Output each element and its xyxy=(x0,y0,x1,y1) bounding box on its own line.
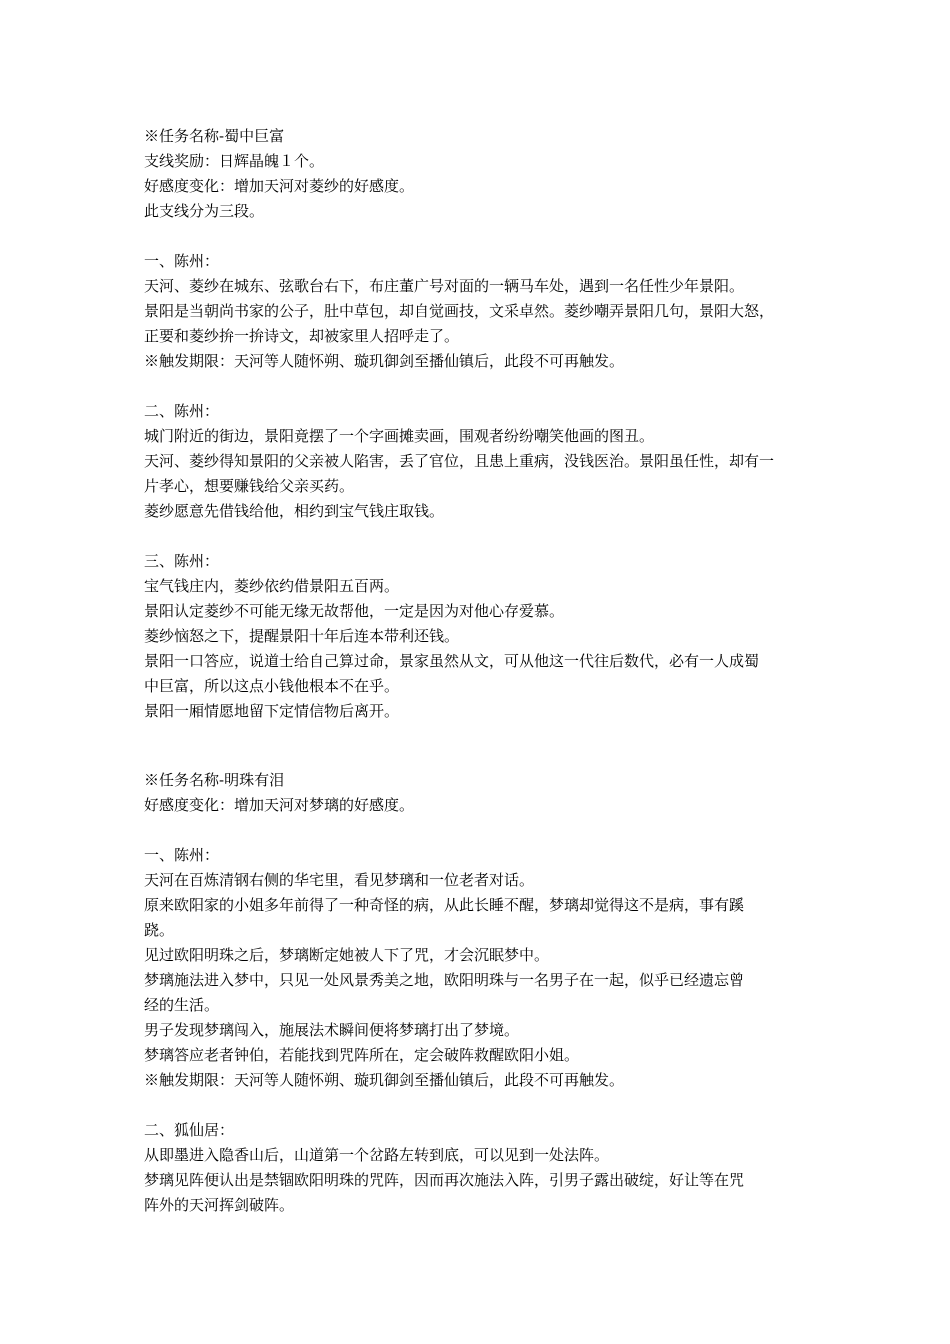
text-line: 菱纱愿意先借钱给他，相约到宝气钱庄取钱。 xyxy=(144,502,445,520)
text-line: 菱纱恼怒之下，提醒景阳十年后连本带利还钱。 xyxy=(144,627,460,645)
text-line: 景阳一厢情愿地留下定情信物后离开。 xyxy=(144,702,400,720)
text-line: 天河、菱纱得知景阳的父亲被人陷害，丢了官位，且患上重病，没钱医治。景阳虽任性，却有一 xyxy=(144,452,775,470)
text-line: 见过欧阳明珠之后，梦璃断定她被人下了咒，才会沉眠梦中。 xyxy=(144,946,550,964)
text-line: 天河、菱纱在城东、弦歌台右下，布庄董广号对面的一辆马车处，遇到一名任性少年景阳。 xyxy=(144,277,745,295)
text-line: 中巨富，所以这点小钱他根本不在乎。 xyxy=(144,677,400,695)
stage-heading: 一、陈州： xyxy=(144,252,220,270)
text-line: 好感度变化：增加天河对菱纱的好感度。 xyxy=(144,177,415,195)
text-line: 支线奖励：日辉晶魄１个。 xyxy=(144,152,325,170)
section-gap xyxy=(144,724,816,768)
trigger-deadline-note: ※触发期限：天河等人随怀朔、璇玑御剑至播仙镇后，此段不可再触发。 xyxy=(144,352,625,370)
text-line: 宝气钱庄内，菱纱依约借景阳五百两。 xyxy=(144,577,400,595)
text-line: 梦璃见阵便认出是禁锢欧阳明珠的咒阵，因而再次施法入阵，引男子露出破绽，好让等在咒 xyxy=(144,1171,745,1189)
text-line: 阵外的天河挥剑破阵。 xyxy=(144,1196,295,1214)
stage-heading: 一、陈州： xyxy=(144,846,220,864)
blank-line xyxy=(144,374,816,399)
text-line: 好感度变化：增加天河对梦璃的好感度。 xyxy=(144,796,415,814)
quest-section-shuzhong-jufu xyxy=(144,124,816,724)
quest-title: ※任务名称-明珠有泪 xyxy=(144,771,285,789)
text-line: 正要和菱纱拚一拚诗文，却被家里人招呼走了。 xyxy=(144,327,460,345)
text-line: 从即墨进入隐香山后，山道第一个岔路左转到底，可以见到一处法阵。 xyxy=(144,1146,610,1164)
text-line: 此支线分为三段。 xyxy=(144,202,265,220)
text-line: 经的生活。 xyxy=(144,996,220,1014)
text-line: 男子发现梦璃闯入，施展法术瞬间便将梦璃打出了梦境。 xyxy=(144,1021,520,1039)
blank-line xyxy=(144,818,816,843)
text-line: 原来欧阳家的小姐多年前得了一种奇怪的病，从此长睡不醒，梦璃却觉得这不是病，事有蹊 xyxy=(144,896,745,914)
blank-line xyxy=(144,224,816,249)
text-line: 梦璃答应老者钟伯，若能找到咒阵所在，定会破阵救醒欧阳小姐。 xyxy=(144,1046,580,1064)
text-line: 梦璃施法进入梦中，只见一处风景秀美之地，欧阳明珠与一名男子在一起，似乎已经遗忘曾 xyxy=(144,971,745,989)
blank-line xyxy=(144,1093,816,1118)
text-line: 景阳认定菱纱不可能无缘无故帮他，一定是因为对他心存爱慕。 xyxy=(144,602,565,620)
text-line: 天河在百炼清钢右侧的华宅里，看见梦璃和一位老者对话。 xyxy=(144,871,535,889)
quest-section-mingzhu-youlei xyxy=(144,768,816,1218)
text-line: 跷。 xyxy=(144,921,175,939)
text-line: 景阳一口答应，说道士给自己算过命，景家虽然从文，可从他这一代往后数代，必有一人成蜀 xyxy=(144,652,760,670)
stage-heading: 二、陈州： xyxy=(144,402,220,420)
quest-title: ※任务名称-蜀中巨富 xyxy=(144,127,285,145)
text-line: 片孝心，想要赚钱给父亲买药。 xyxy=(144,477,355,495)
text-line: 景阳是当朝尚书家的公子，肚中草包，却自觉画技，文采卓然。菱纱嘲弄景阳几句，景阳大怒， xyxy=(144,302,775,320)
stage-heading: 三、陈州： xyxy=(144,552,220,570)
stage-heading: 二、狐仙居： xyxy=(144,1121,235,1139)
blank-line xyxy=(144,524,816,549)
document-body xyxy=(144,124,816,1218)
text-line: 城门附近的街边，景阳竟摆了一个字画摊卖画，围观者纷纷嘲笑他画的图丑。 xyxy=(144,427,655,445)
trigger-deadline-note: ※触发期限：天河等人随怀朔、璇玑御剑至播仙镇后，此段不可再触发。 xyxy=(144,1071,625,1089)
